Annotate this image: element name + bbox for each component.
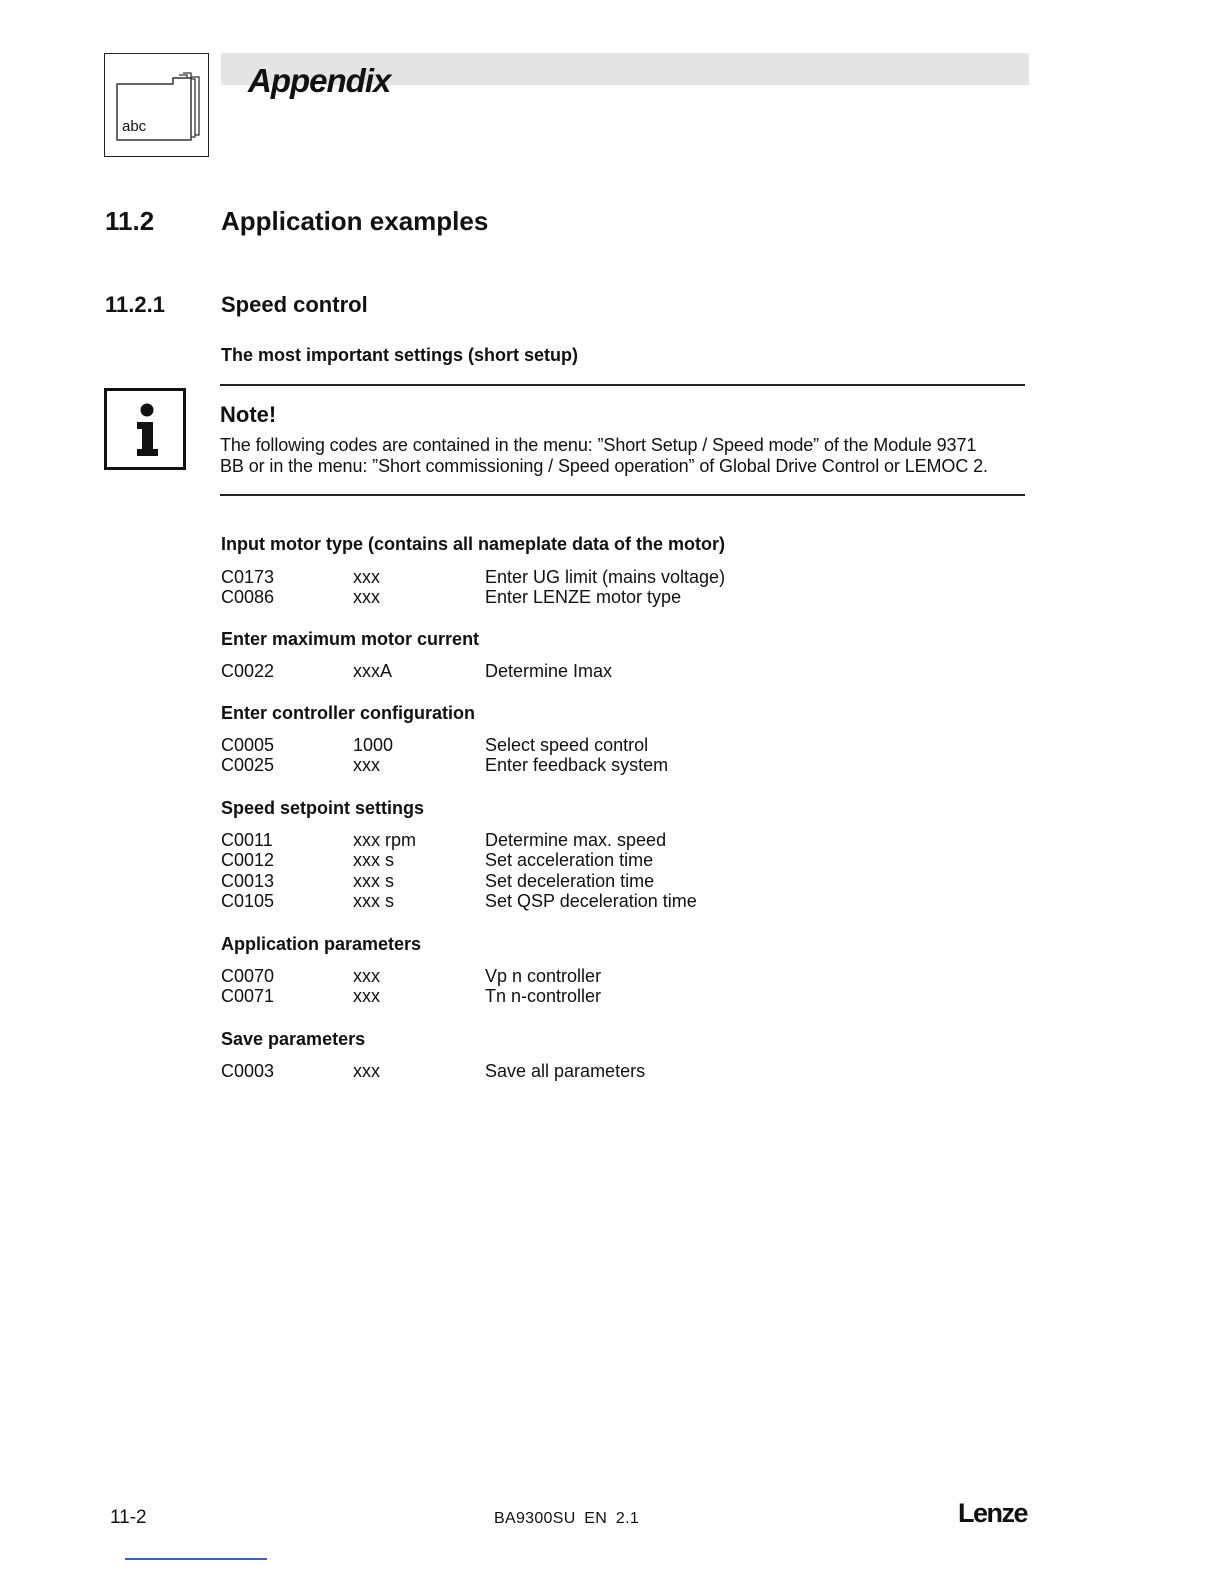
note-body: [220, 435, 1032, 476]
param-description: Save all parameters: [485, 1061, 646, 1081]
group-title: Input motor type (contains all nameplate data of the motor): [221, 534, 726, 554]
param-code: C0011: [221, 830, 273, 850]
header-icon-label: abc: [122, 118, 147, 135]
header-icon-box: [104, 53, 209, 157]
note-top-rule: [220, 384, 1025, 386]
param-description: Set acceleration time: [485, 850, 654, 871]
parameter-list: [221, 567, 981, 608]
param-code: C0022: [221, 661, 275, 681]
list-item: [221, 891, 981, 911]
group-title: Enter maximum motor current: [221, 629, 480, 649]
param-code: C0005: [221, 735, 275, 755]
list-item: [221, 1061, 981, 1081]
parameter-list: [221, 1061, 981, 1081]
param-description: Set QSP deceleration time: [485, 890, 697, 911]
info-icon: [104, 388, 186, 470]
param-code: C0012: [221, 850, 275, 871]
param-description: Vp n controller: [485, 966, 602, 986]
note-line-2: BB or in the menu: ”Short commissioning / Speed operation” of Global Drive Control or LEMOC 2.: [220, 455, 988, 476]
section-number: 11.2: [105, 206, 155, 236]
page-title: Appendix: [248, 62, 391, 99]
list-item: [221, 986, 981, 1006]
list-item: [221, 966, 981, 986]
param-description: Set deceleration time: [485, 870, 655, 891]
intro-heading: The most important settings (short setup): [221, 345, 579, 365]
list-item: [221, 871, 981, 891]
param-value: xxx s: [353, 850, 395, 871]
group-title: Speed setpoint settings: [221, 798, 425, 818]
param-value: xxx s: [353, 890, 395, 911]
parameter-list: [221, 661, 981, 681]
list-item: [221, 567, 981, 587]
param-value: xxx s: [353, 870, 395, 891]
param-code: C0071: [221, 986, 275, 1007]
param-description: Determine max. speed: [485, 830, 667, 850]
param-code: C0105: [221, 890, 275, 911]
footer-link-underline[interactable]: [125, 1558, 267, 1560]
param-description: Enter LENZE motor type: [485, 587, 682, 608]
note-line-1: The following codes are contained in the menu: ”Short Setup / Speed mode” of the Module 9371: [220, 435, 977, 455]
param-code: C0086: [221, 587, 275, 608]
param-value: xxx rpm: [353, 830, 416, 850]
group-title: Application parameters: [221, 934, 422, 954]
param-description: Select speed control: [485, 735, 649, 755]
note-title: Note!: [220, 402, 277, 427]
param-description: Enter feedback system: [485, 755, 669, 776]
subsection-number: 11.2.1: [105, 292, 165, 317]
param-description: Enter UG limit (mains voltage): [485, 567, 726, 587]
parameter-list: [221, 830, 981, 911]
list-item: [221, 661, 981, 681]
param-value: 1000: [353, 735, 394, 755]
list-item: [221, 587, 981, 607]
section-title: Application examples: [221, 206, 489, 236]
parameter-list: [221, 735, 981, 776]
param-value: xxx: [353, 1061, 380, 1081]
parameter-list: [221, 966, 981, 1007]
group-title: Enter controller configuration: [221, 703, 476, 723]
list-item: [221, 755, 981, 775]
param-value: xxx: [353, 587, 380, 608]
param-description: Tn n-controller: [485, 986, 602, 1007]
param-code: C0025: [221, 755, 275, 776]
document-id: BA9300SU EN 2.1: [494, 1510, 640, 1527]
group-title: Save parameters: [221, 1029, 366, 1049]
param-code: C0013: [221, 870, 275, 891]
param-value: xxxA: [353, 661, 393, 681]
list-item: [221, 735, 981, 755]
param-value: xxx: [353, 755, 380, 776]
param-description: Determine Imax: [485, 661, 613, 681]
param-value: xxx: [353, 966, 380, 986]
list-item: [221, 850, 981, 870]
brand-logo: Lenze: [958, 1498, 1028, 1528]
list-item: [221, 830, 981, 850]
param-value: xxx: [353, 567, 380, 587]
param-code: C0003: [221, 1061, 275, 1081]
param-code: C0173: [221, 567, 275, 587]
note-bottom-rule: [220, 494, 1025, 496]
param-value: xxx: [353, 986, 380, 1007]
subsection-title: Speed control: [221, 292, 368, 317]
param-code: C0070: [221, 966, 275, 986]
page-number: 11-2: [110, 1507, 147, 1528]
